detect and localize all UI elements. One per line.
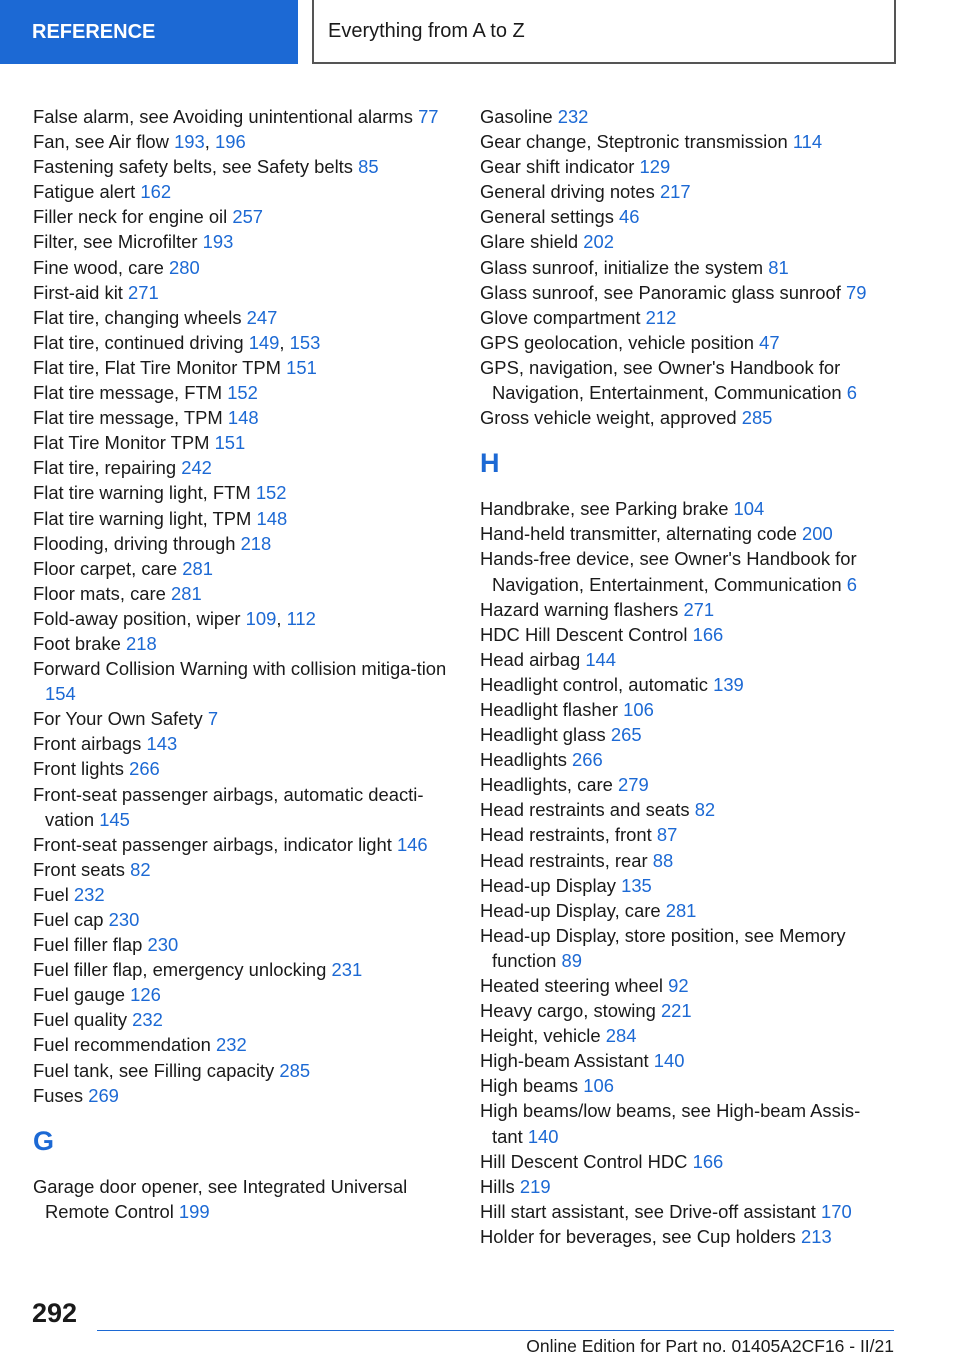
index-entry [33, 581, 453, 606]
index-entry-text: Fuel quality [33, 1009, 128, 1031]
index-entry-text: Glass sunroof, initialize the system [480, 256, 764, 278]
footer-divider [97, 1330, 894, 1331]
index-entry-text: Glass sunroof, see Panoramic glass sunroof [480, 281, 841, 303]
page-reference-link[interactable]: 281 [182, 557, 213, 579]
index-entry-text: Hill start assistant, see Drive-off assistant [480, 1200, 816, 1222]
page-reference-link[interactable]: 82 [694, 799, 716, 821]
index-entry [480, 622, 890, 647]
index-entry-text: Hills [480, 1175, 515, 1197]
index-entry-text: Flat tire, repairing [33, 457, 177, 479]
index-entry-text: Floor carpet, care [33, 557, 178, 579]
index-entry [480, 1048, 890, 1073]
index-entry-text: Fuses [33, 1084, 84, 1106]
index-entry [480, 822, 890, 847]
index-entry [480, 405, 890, 430]
page-reference-link[interactable]: 149 [248, 331, 280, 353]
index-entry [33, 1032, 453, 1057]
index-entry [480, 672, 890, 697]
index-entry-text: Heated steering wheel [480, 975, 663, 996]
index-entry [33, 656, 453, 706]
index-entry-text: Holder for beverages, see Cup holders [480, 1225, 796, 1247]
page-reference-link[interactable]: 46 [619, 206, 640, 228]
page-reference-link[interactable]: 218 [126, 632, 157, 654]
page-reference-link[interactable]: 106 [623, 698, 654, 720]
index-entry [480, 305, 890, 330]
index-entry-text: Heavy cargo, stowing [480, 1000, 656, 1022]
index-column-right [480, 104, 890, 1249]
index-entry [33, 1058, 453, 1083]
index-entry [33, 1174, 453, 1224]
page-reference-link[interactable]: 232 [557, 106, 589, 127]
index-entry-text: Forward Collision Warning with collision mitiga-tion [33, 658, 447, 680]
page-reference-link[interactable]: 144 [585, 648, 617, 670]
index-entry [480, 647, 890, 672]
page-reference-link[interactable]: 92 [668, 975, 689, 996]
page-reference-link[interactable]: 104 [733, 498, 765, 520]
index-entry-text: First-aid kit [33, 281, 123, 303]
index-entry-text: Flat tire warning light, TPM [33, 507, 252, 529]
page-reference-link[interactable]: 193 [202, 231, 234, 253]
page-reference-link[interactable]: 265 [610, 724, 642, 746]
index-entry-text: False alarm, see Avoiding unintentional alarms [33, 106, 413, 127]
index-entry-text: GPS, navigation, see Owner's Handbook for Navigation, Entertainment, Communication [480, 356, 842, 404]
page-reference-link[interactable]: 232 [73, 883, 105, 905]
index-entry: Fan, see Air flow 193, 196 [33, 131, 246, 153]
index-entry-text: Fatigue alert [33, 181, 136, 203]
index-entry [33, 731, 453, 756]
page-reference-link[interactable]: 279 [618, 774, 649, 796]
index-entry [480, 1023, 890, 1048]
page-reference-link[interactable]: 79 [845, 281, 867, 303]
index-entry-text: Head-up Display [480, 874, 616, 896]
index-entry [33, 104, 453, 129]
index-entry [33, 154, 453, 179]
index-entry [33, 430, 453, 455]
index-entry-text: Flooding, driving through [33, 532, 236, 554]
index-entry [33, 756, 453, 781]
index-letter-heading: H [480, 448, 500, 479]
page-reference-link[interactable]: 143 [146, 733, 178, 755]
page-reference-link[interactable]: 77 [418, 106, 439, 127]
index-entry-text: Headlight flasher [480, 698, 619, 720]
page-reference-link[interactable]: 146 [396, 833, 428, 855]
page-reference-link[interactable]: 196 [215, 131, 246, 153]
page-reference-link[interactable]: 109 [245, 607, 277, 629]
page-reference-link[interactable]: 135 [621, 874, 652, 896]
page-reference-link[interactable]: 85 [358, 156, 379, 178]
index-entry [480, 154, 890, 179]
page-reference-link[interactable]: 88 [652, 849, 674, 871]
page-reference-link[interactable]: 247 [246, 306, 278, 328]
page-reference-link[interactable]: 232 [216, 1034, 247, 1056]
index-entry [480, 898, 890, 923]
page-reference-link[interactable]: 271 [128, 281, 159, 303]
index-entry-text: Hill Descent Control HDC [480, 1150, 688, 1172]
page-reference-link[interactable]: 213 [801, 1225, 832, 1247]
index-entry [33, 531, 453, 556]
index-entry [33, 380, 453, 405]
page-reference-link[interactable]: 230 [108, 909, 140, 930]
index-entry-text: Fuel cap [33, 909, 104, 930]
index-entry-text: Fastening safety belts, see Safety belts [33, 156, 353, 178]
page-reference-link[interactable]: 153 [289, 331, 321, 353]
page-reference-link[interactable]: 285 [741, 407, 773, 429]
index-entry-text: Gear shift indicator [480, 156, 635, 178]
page-reference-link[interactable]: 231 [331, 959, 363, 981]
index-entry [33, 305, 453, 330]
index-entry [33, 506, 453, 531]
page-reference-link[interactable]: 232 [132, 1009, 163, 1031]
index-entry-text: Gasoline [480, 106, 553, 127]
page-reference-link[interactable]: 148 [256, 507, 288, 529]
index-entry [33, 255, 453, 280]
index-entry [33, 480, 453, 505]
page-reference-link[interactable]: 202 [583, 231, 614, 253]
page-reference-link[interactable]: 154 [45, 683, 76, 705]
page-reference-link[interactable]: 129 [639, 156, 671, 178]
page-reference-link[interactable]: 281 [170, 582, 202, 604]
page-reference-link[interactable]: 148 [227, 407, 259, 429]
index-entry [480, 1073, 890, 1098]
index-entry [33, 556, 453, 581]
index-entry-text: High-beam Assistant [480, 1050, 649, 1072]
page-reference-link[interactable]: 219 [519, 1175, 551, 1197]
page-reference-link[interactable]: 114 [792, 131, 823, 153]
page-reference-link[interactable]: 166 [692, 623, 724, 645]
index-entry [33, 229, 453, 254]
page-reference-link[interactable]: 112 [286, 607, 316, 629]
index-entry [33, 355, 453, 380]
index-entry-text: Hazard warning flashers [480, 598, 679, 620]
index-entry-text: Front-seat passenger airbags, indicator light [33, 833, 392, 855]
index-entry-text: High beams/low beams, see High-beam Assis-tant [480, 1100, 861, 1147]
page-reference-link[interactable]: 266 [572, 749, 603, 771]
index-entry: Flat tire, continued driving 149, 153 [33, 331, 321, 353]
index-entry-text: Front-seat passenger airbags, automatic deacti-vation [33, 783, 424, 830]
index-entry [480, 722, 890, 747]
index-entry [480, 546, 890, 596]
page-reference-link[interactable]: 139 [713, 673, 744, 695]
index-entry [480, 1199, 890, 1224]
index-entry-text: Flat tire warning light, FTM [33, 482, 251, 504]
index-entry-text: Head restraints and seats [480, 799, 690, 821]
index-entry [480, 923, 890, 973]
index-entry [33, 782, 453, 832]
index-entry-text: Glove compartment [480, 306, 641, 328]
index-entry-text: Fuel filler flap, emergency unlocking [33, 959, 327, 981]
index-entry [480, 1174, 890, 1199]
index-entry-text: Handbrake, see Parking brake [480, 498, 729, 520]
index-entry [33, 280, 453, 305]
page-reference-link[interactable]: 151 [214, 432, 246, 454]
page-reference-link[interactable]: 6 [846, 573, 857, 595]
page-reference-link[interactable]: 6 [846, 382, 857, 404]
page-reference-link[interactable]: 140 [527, 1125, 559, 1147]
page-reference-link[interactable]: 152 [227, 382, 258, 404]
index-entry [480, 330, 890, 355]
index-entry [480, 772, 890, 797]
index-entry-text: Filler neck for engine oil [33, 206, 228, 228]
index-entry-text: Headlight control, automatic [480, 673, 708, 695]
index-entry [33, 857, 453, 882]
index-entry-text: Foot brake [33, 632, 121, 654]
index-entry [33, 1083, 453, 1108]
index-entry [33, 932, 453, 957]
index-entry [480, 204, 890, 229]
index-column-left [33, 104, 453, 1224]
index-entry [480, 1149, 890, 1174]
index-entry [33, 204, 453, 229]
page-reference-link[interactable]: 285 [279, 1059, 311, 1081]
index-entry-text: Height, vehicle [480, 1025, 601, 1047]
page-reference-link[interactable]: 212 [645, 306, 677, 328]
index-entry [33, 405, 453, 430]
index-entry-text: General driving notes [480, 181, 655, 203]
page-reference-link[interactable]: 193 [174, 131, 205, 153]
index-entry [480, 597, 890, 622]
index-entry-text: Floor mats, care [33, 582, 166, 604]
index-entry-text: Fuel filler flap [33, 934, 143, 956]
page-reference-link[interactable]: 217 [659, 181, 691, 203]
index-entry [480, 697, 890, 722]
index-entry [480, 797, 890, 822]
index-entry [480, 496, 890, 521]
index-entry-text: Flat tire message, FTM [33, 382, 223, 404]
index-entry-text: Gross vehicle weight, approved [480, 407, 737, 429]
index-entry-text: Fuel tank, see Filling capacity [33, 1059, 275, 1081]
page-reference-link[interactable]: 170 [821, 1200, 852, 1222]
index-entry-text: General settings [480, 206, 614, 228]
page-reference-link[interactable]: 242 [181, 457, 212, 479]
index-entry [480, 973, 890, 998]
page-reference-link[interactable]: 218 [240, 532, 272, 554]
index-entry-text: Front seats [33, 858, 125, 880]
index-entry [480, 355, 890, 405]
index-entry-text: Headlights [480, 749, 567, 771]
page-reference-link[interactable]: 280 [168, 256, 200, 278]
index-entry [33, 907, 453, 932]
index-entry-text: Front lights [33, 758, 124, 780]
index-entry-text: Flat tire, continued driving [33, 331, 244, 353]
page-reference-link[interactable]: 166 [692, 1150, 724, 1172]
page-reference-link[interactable]: 152 [255, 482, 287, 504]
page-reference-link[interactable]: 126 [130, 984, 161, 1006]
page-reference-link[interactable]: 230 [147, 934, 179, 956]
index-entry-text: Head restraints, rear [480, 849, 648, 871]
index-entry-text: HDC Hill Descent Control [480, 623, 688, 645]
index-entry [480, 1224, 890, 1249]
index-entry [480, 521, 890, 546]
index-entry-text: Head restraints, front [480, 824, 652, 846]
page-reference-link[interactable]: 81 [768, 256, 789, 278]
index-entry [480, 179, 890, 204]
page-reference-link[interactable]: 271 [683, 598, 715, 620]
index-entry-text: Front airbags [33, 733, 142, 755]
page-reference-link[interactable]: 269 [88, 1084, 119, 1106]
page-number: 292 [32, 1298, 78, 1328]
edition-footer: Online Edition for Part no. 01405A2CF16 - II/21 [526, 1336, 894, 1356]
index-entry [480, 1098, 890, 1148]
index-entry [480, 255, 890, 280]
index-entry-text: Head airbag [480, 648, 581, 670]
page-reference-link[interactable]: 221 [660, 1000, 692, 1022]
page-reference-link[interactable]: 266 [129, 758, 160, 780]
index-entry-text: For Your Own Safety [33, 708, 203, 730]
index-entry-text: Headlight glass [480, 724, 606, 746]
page-reference-link[interactable]: 151 [286, 356, 317, 378]
index-entry-text: Flat tire, Flat Tire Monitor TPM [33, 356, 281, 378]
page-reference-link[interactable]: 200 [802, 523, 833, 545]
index-entry-text: Filter, see Microfilter [33, 231, 198, 253]
index-entry-text: Fan, see Air flow [33, 131, 169, 153]
index-entry [480, 229, 890, 254]
index-entry [480, 873, 890, 898]
index-entry-text: Hand-held transmitter, alternating code [480, 523, 797, 545]
index-entry-text: Fuel recommendation [33, 1034, 211, 1056]
page-reference-link[interactable]: 199 [178, 1200, 210, 1222]
index-entry [480, 998, 890, 1023]
index-entry-text: Flat tire message, TPM [33, 407, 223, 429]
index-entry [33, 1007, 453, 1032]
page-reference-link[interactable]: 7 [207, 708, 219, 730]
page-reference-link[interactable]: 145 [99, 808, 130, 830]
index-entry [33, 882, 453, 907]
index-entry-text: High beams [480, 1075, 579, 1097]
index-entry-text: Hands-free device, see Owner's Handbook for Navigation, Entertainment, Communication [480, 548, 857, 595]
page-reference-link[interactable]: 89 [561, 949, 583, 971]
page-reference-link[interactable]: 140 [653, 1050, 685, 1072]
section-tab[interactable]: REFERENCE [0, 0, 298, 64]
index-entry [33, 957, 453, 982]
index-entry [33, 631, 453, 656]
index-entry-text: Fuel [33, 883, 69, 905]
index-entry-text: Flat Tire Monitor TPM [33, 432, 210, 454]
index-entry-text: Glare shield [480, 231, 579, 253]
index-entry [33, 179, 453, 204]
page-reference-link[interactable]: 281 [665, 899, 697, 921]
index-entry: Fold-away position, wiper 109, 112 [33, 607, 316, 629]
index-entry-text: Fold-away position, wiper [33, 607, 241, 629]
index-entry [33, 455, 453, 480]
index-entry [480, 848, 890, 873]
page-reference-link[interactable]: 257 [232, 206, 264, 228]
index-entry-text: Flat tire, changing wheels [33, 306, 242, 328]
index-entry [33, 982, 453, 1007]
index-letter-heading: G [33, 1125, 55, 1156]
page-reference-link[interactable]: 47 [759, 331, 780, 353]
page-reference-link[interactable]: 106 [583, 1075, 614, 1097]
page-reference-link[interactable]: 87 [656, 824, 678, 846]
page-reference-link[interactable]: 82 [130, 858, 151, 880]
index-entry-text: GPS geolocation, vehicle position [480, 331, 754, 353]
chapter-title: Everything from A to Z [312, 0, 896, 64]
index-entry-text: Head-up Display, store position, see Memory function [480, 924, 846, 971]
index-entry [480, 747, 890, 772]
index-entry-text: Fuel gauge [33, 984, 126, 1006]
index-entry-text: Gear change, Steptronic transmission [480, 131, 788, 153]
index-entry-text: Head-up Display, care [480, 899, 661, 921]
index-entry [480, 280, 890, 305]
index-entry [33, 832, 453, 857]
index-entry-text: Fine wood, care [33, 256, 164, 278]
index-entry [480, 129, 890, 154]
page-reference-link[interactable]: 284 [605, 1025, 637, 1047]
index-entry-text: Garage door opener, see Integrated Universal Remote Control [33, 1175, 408, 1222]
page-reference-link[interactable]: 162 [140, 181, 172, 203]
index-entry-text: Headlights, care [480, 774, 613, 796]
index-entry [33, 706, 453, 731]
index-entry [480, 104, 890, 129]
